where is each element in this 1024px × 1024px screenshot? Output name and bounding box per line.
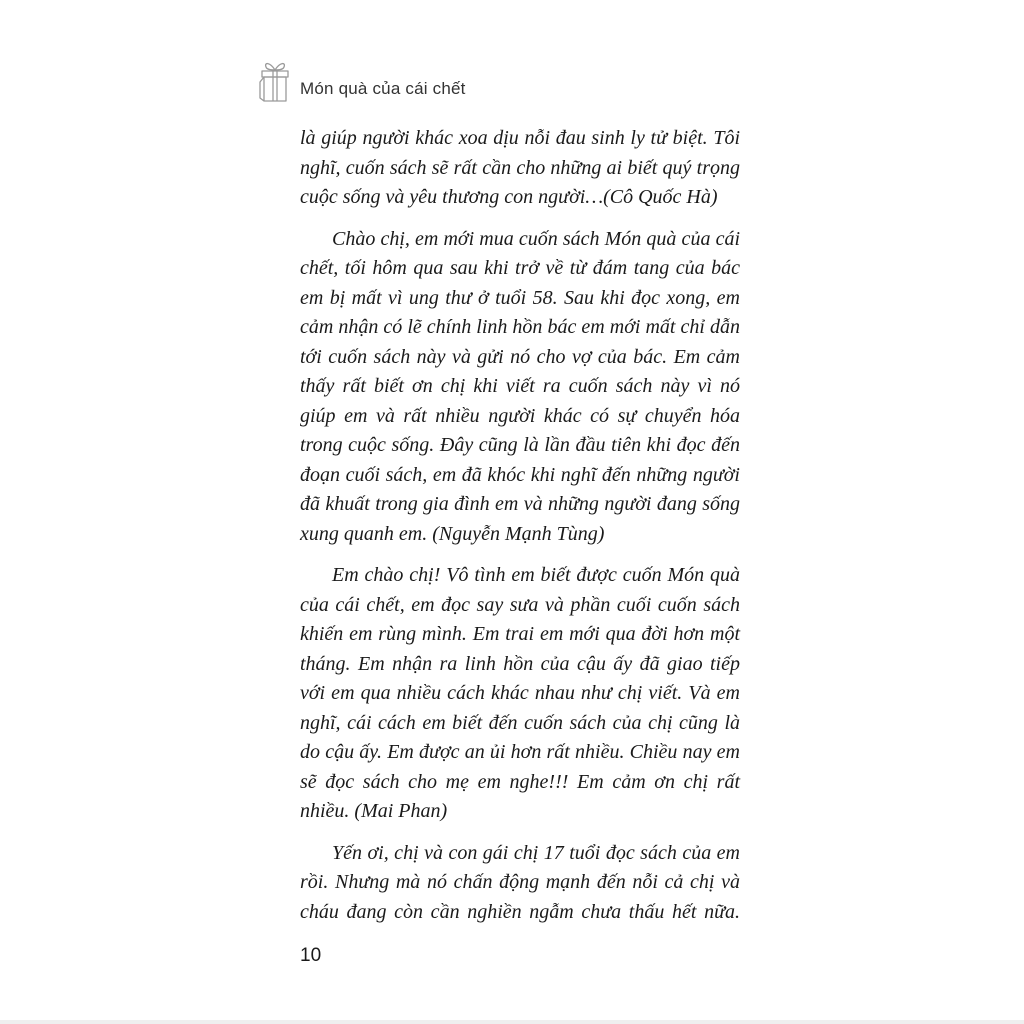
page-number: 10 [300, 945, 322, 966]
paragraph-1: là giúp người khác xoa dịu nỗi đau sinh ly tử biệt. Tôi nghĩ, cuốn sách sẽ rất cần cho những ai biết quý trọng cuộc sống và yêu thương con người…(Cô Quốc Hà) [300, 127, 740, 208]
running-header-title: Món quà của cái chết [300, 79, 466, 98]
paragraph-3: Em chào chị! Vô tình em biết được cuốn Món quà của cái chết, em đọc say sưa và phần cuối cuốn sách khiến em rùng mình. Em trai em mới qua đời hơn một tháng. Em nhận ra linh hồn của cậu ấy đã giao tiếp với em qua nhiều cách khác nhau như chị viết. Và em nghĩ, cái cách em biết đến cuốn sách của chị cũng là do cậu ấy. Em được an ủi hơn rất nhiều. Chiều nay em sẽ đọc sách cho mẹ em nghe!!! Em cảm ơn chị rất nhiều. (Mai Phan) [300, 564, 740, 822]
paragraph-4: Yến ơi, chị và con gái chị 17 tuổi đọc sách của em rồi. Nhưng mà nó chấn động mạnh đến nỗi cả chị và cháu đang còn cần nghiền ngẫm chưa thấu hết nữa. [300, 841, 740, 923]
running-header [258, 46, 466, 106]
body-text [300, 124, 740, 939]
paragraph-2: Chào chị, em mới mua cuốn sách Món quà của cái chết, tối hôm qua sau khi trở về từ đám tang của bác em bị mất vì ung thư ở tuổi 58. Sau khi đọc xong, em cảm nhận có lẽ chính linh hồn bác em mới mất chỉ dẫn tới cuốn sách này và gửi nó cho vợ của bác. Em cảm thấy rất biết ơn chị khi viết ra cuốn sách này vì nó giúp em và rất nhiều người khác có sự chuyển hóa trong cuộc sống. Đây cũng là lần đầu tiên khi đọc đến đoạn cuối sách, em đã khóc khi nghĩ đến những người đã khuất trong gia đình em và những người đang sống xung quanh em. (Nguyễn Mạnh Tùng) [300, 227, 740, 545]
page-edge [0, 1020, 1024, 1024]
gift-box-icon [258, 56, 292, 106]
